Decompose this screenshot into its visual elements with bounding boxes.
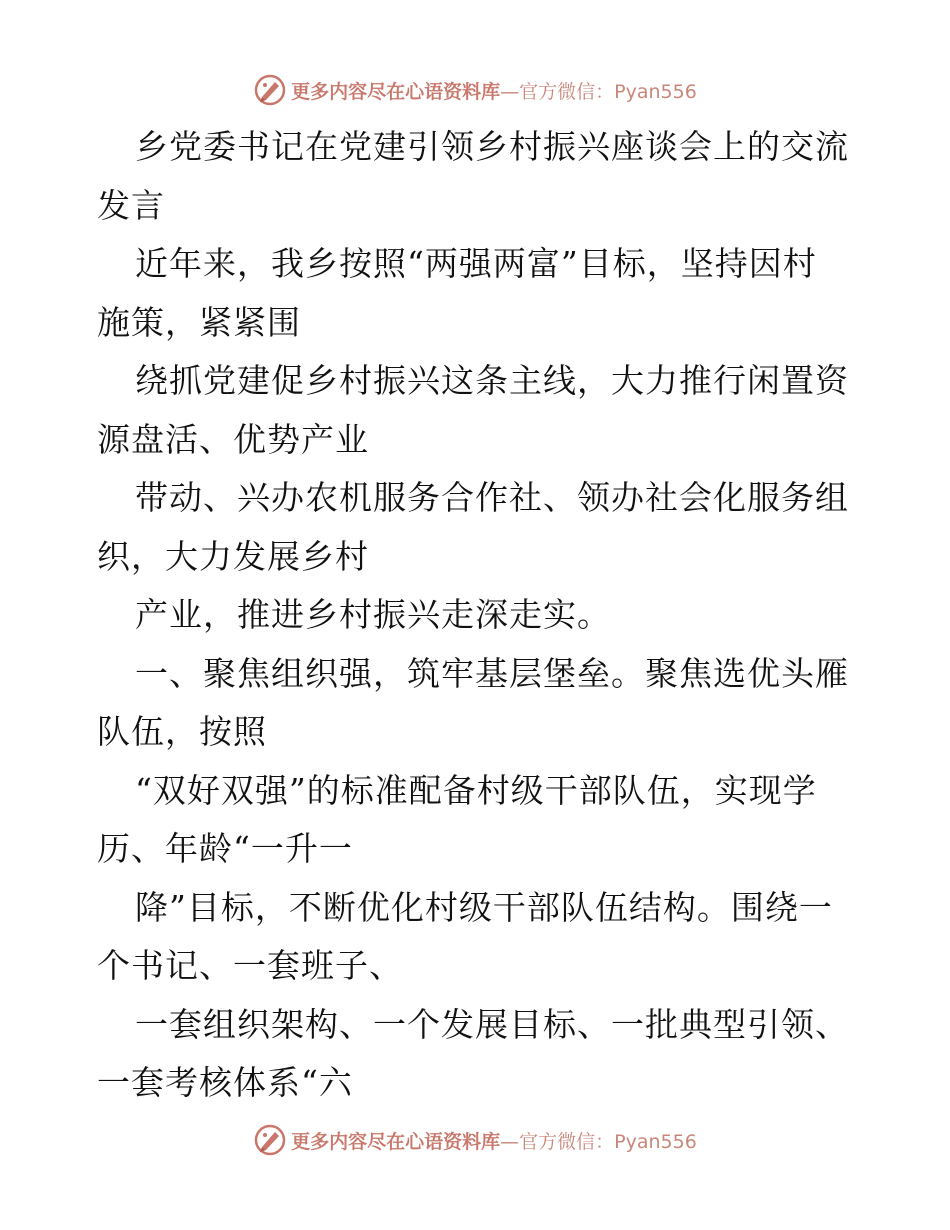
text-line: 源盘活、优势产业 (97, 419, 369, 459)
text-line: 产业，推进乡村振兴走深走实。 (135, 595, 611, 634)
watermark-site: 更多内容尽在心语资料库 (291, 80, 501, 103)
text-line: 一、聚焦组织强，筑牢基层堡垒。聚焦选优头雁 (135, 653, 849, 693)
text-line: 绕抓党建促乡村振兴这条主线，大力推行闲置资 (135, 361, 849, 400)
text-line: 降”目标，不断优化村级干部队伍结构。围绕一 (135, 887, 833, 927)
watermark-contact: —官方微信：Pyan556 (500, 80, 697, 103)
text-line: 队伍，按照 (97, 712, 267, 751)
text-line: 织，大力发展乡村 (97, 536, 369, 576)
text-line: “双好双强”的标准配备村级干部队伍，实现学 (135, 770, 817, 810)
text-line: 历、年龄“一升一 (97, 829, 353, 868)
text-line: 个书记、一套班子、 (97, 946, 403, 985)
document-body (97, 118, 857, 1113)
header-watermark (0, 70, 950, 110)
text-line: 发言 (97, 185, 165, 225)
text-line: 一套组织架构、一个发展目标、一批典型引领、 (135, 1004, 849, 1044)
text-line: 带动、兴办农机服务合作社、领办社会化服务组 (135, 478, 849, 517)
watermark-text (291, 77, 697, 104)
pen-logo-icon (253, 1123, 287, 1157)
watermark-site: 更多内容尽在心语资料库 (291, 1130, 501, 1153)
pen-logo-icon (253, 73, 287, 107)
watermark-contact: —官方微信：Pyan556 (500, 1130, 697, 1153)
text-line: 施策，紧紧围 (97, 302, 301, 342)
text-line: 乡党委书记在党建引领乡村振兴座谈会上的交流 (135, 127, 849, 166)
footer-watermark (0, 1120, 950, 1160)
text-line: 近年来，我乡按照“两强两富”目标，坚持因村 (135, 244, 817, 283)
watermark-text (291, 1127, 697, 1154)
text-line: 一套考核体系“六 (97, 1063, 353, 1102)
